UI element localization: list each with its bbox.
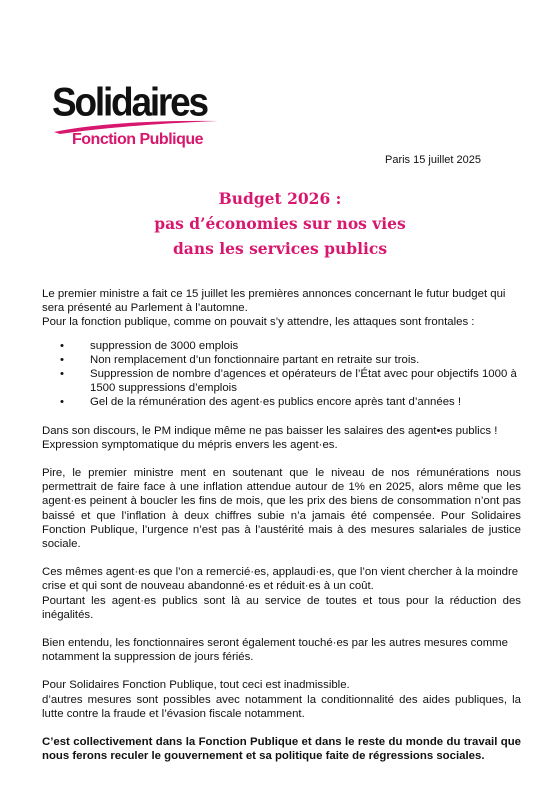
document-date: Paris 15 juillet 2025 xyxy=(385,154,482,166)
logo-wordmark: Solidaires xyxy=(52,79,207,125)
agents-paragraph-2: Pourtant les agent·es publics sont là au service de toutes et tous pour la réduction des inégalités. xyxy=(42,594,521,621)
conclusion-paragraph: C’est collectivement dans la Fonction Publique et dans le reste du monde du travail que nous ferons reculer le gouvernement et sa politique faite de régressions sociales. xyxy=(42,736,521,763)
document-body xyxy=(42,287,521,763)
title-line-3: dans les services publics xyxy=(172,239,388,258)
intro-paragraph-1: Le premier ministre a fait ce 15 juillet les premières annonces concernant le futur budget qui sera présenté au Parlement à l’automne. xyxy=(42,288,506,315)
intro-paragraph-2: Pour la fonction publique, comme on pouvait s’y attendre, les attaques sont frontales : xyxy=(42,316,475,329)
solidaires-logo xyxy=(52,79,227,154)
measures-list xyxy=(42,339,521,410)
title-line-2: pas d’économies sur nos vies xyxy=(154,214,406,233)
discours-paragraph-1: Dans son discours, le PM indique même ne pas baisser les salaires des agent•es publics ! xyxy=(42,424,498,437)
list-item: • Gel de la rémunération des agent·es publics encore après tant d’années ! xyxy=(90,395,521,409)
document-title xyxy=(0,186,560,261)
discours-paragraph-2: Expression symptomatique du mépris envers les agent·es. xyxy=(42,438,338,451)
list-item: • Non remplacement d’un fonctionnaire partant en retraite sur trois. xyxy=(90,353,521,367)
inadmissible-paragraph-2: d’autres mesures sont possibles avec notamment la conditionnalité des aides publiques, la lutte contre la fraude et l’évasion fiscale notamment. xyxy=(42,693,521,720)
inadmissible-paragraph-1: Pour Solidaires Fonction Publique, tout ceci est inadmissible. xyxy=(42,679,350,692)
jours-feries-paragraph: Bien entendu, les fonctionnaires seront également touché·es par les autres mesures comme notamment la suppression de jours fériés. xyxy=(42,637,509,664)
agents-paragraph-1: Ces mêmes agent·es que l’on a remercié·es, applaudi·es, que l’on vient chercher à la moindre crise et qui sont de nouveau abandonné·es et réduit·es à un coût. xyxy=(42,566,519,593)
list-item: • Suppression de nombre d’agences et opérateurs de l’État avec pour objectifs 1000 à 1500 suppressions d’emplois xyxy=(90,367,521,395)
logo-subtitle: Fonction Publique xyxy=(72,131,204,148)
list-item: • suppression de 3000 emplois xyxy=(90,339,521,353)
pire-paragraph: Pire, le premier ministre ment en soutenant que le niveau de nos rémunérations nous permettrait de faire face à une inflation attendue autour de 1% en 2025, alors même que les agent·es peinent à boucler les fins de mois, que les prix des biens de consommation n’ont pas baissé et que l’inflation à deux chiffres subie n’a jamais été compensée. Pour Solidaires Fonction Publique, l’urgence n’est pas à l’austérité mais à des mesures salariales de justice sociale. xyxy=(42,467,521,551)
title-line-1: Budget 2026 : xyxy=(218,189,342,208)
